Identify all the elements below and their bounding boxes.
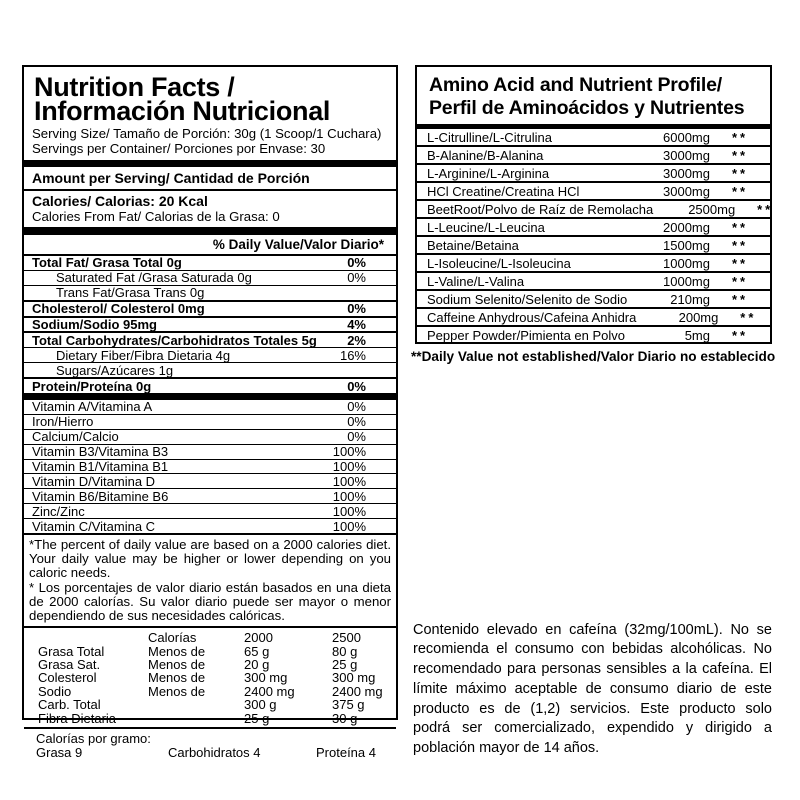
- amino-row-b-alanine: [417, 145, 770, 163]
- nutrient-label: Saturated Fat /Grasa Saturada 0g: [56, 270, 252, 286]
- reference-table-header-row: [38, 631, 396, 644]
- calories-per-gram-fat: Grasa 9: [36, 744, 83, 760]
- vitamin-daily-value: 0%: [347, 399, 366, 415]
- vitamin-row-zinc: [24, 503, 396, 518]
- nutrient-daily-value: 0%: [347, 378, 366, 394]
- amino-label: HCl Creatine/Creatina HCl: [427, 183, 580, 199]
- reference-cell: 300 mg: [332, 670, 376, 686]
- serving-size: Serving Size/ Tamaño de Porción: 30g (1 Scoop/1 Cuchara): [32, 126, 382, 141]
- serving-info: [24, 126, 396, 160]
- amino-amount: 1000mg: [663, 255, 710, 271]
- amino-profile-title: [417, 67, 770, 129]
- nutrition-facts-title: [24, 67, 396, 126]
- vitamin-label: Iron/Hierro: [32, 414, 94, 430]
- nutrient-daily-value: 0%: [347, 270, 366, 286]
- amino-profile-title-en: Amino Acid and Nutrient Profile/: [429, 74, 722, 96]
- amino-label: Sodium Selenito/Selenito de Sodio: [427, 291, 628, 307]
- amino-dv-asterisks: **: [740, 309, 757, 325]
- reference-cell: Grasa Total: [38, 643, 105, 659]
- amino-label: BeetRoot/Polvo de Raíz de Remolacha: [427, 201, 654, 217]
- reference-cell: 25 g: [332, 657, 358, 673]
- nutrient-daily-value: 0%: [347, 301, 366, 317]
- reference-cell: 2400 mg: [332, 683, 383, 699]
- nutrient-label: Trans Fat/Grasa Trans 0g: [56, 285, 205, 301]
- amino-dv-asterisks: **: [731, 183, 749, 199]
- daily-value-footnote-en: *The percent of daily value are based on a 2000 calories diet. Your daily value may be higher or lower depending on you caloric needs.: [29, 537, 391, 581]
- vitamin-label: Vitamin B3/Vitamina B3: [32, 444, 169, 460]
- amino-amount: 5mg: [684, 327, 710, 343]
- vitamin-label: Vitamin C/Vitamina C: [32, 518, 156, 534]
- vitamin-label: Vitamin B6/Bitamine B6: [32, 488, 169, 504]
- reference-cell: 2500: [332, 630, 361, 646]
- reference-cell: 65 g: [244, 643, 270, 659]
- reference-cell: 30 g: [332, 710, 358, 726]
- amino-row-l-arginine: [417, 163, 770, 181]
- nutrient-daily-value: 0%: [347, 255, 366, 271]
- amino-dv-asterisks: **: [731, 165, 749, 181]
- reference-cell: Fibra Dietaria: [38, 710, 117, 726]
- calories-line: Calories/ Calorias: 20 Kcal: [32, 193, 208, 209]
- vitamin-label: Vitamin A/Vitamina A: [32, 399, 153, 415]
- amino-row-l-isoleucine: [417, 253, 770, 271]
- amino-amount: 1500mg: [663, 237, 710, 253]
- reference-table-row: [38, 671, 396, 684]
- amino-amount: 3000mg: [663, 165, 710, 181]
- amino-label: L-Isoleucine/L-Isoleucina: [427, 255, 571, 271]
- reference-cell: 300 g: [244, 697, 277, 713]
- calories-per-gram-values: [36, 746, 396, 760]
- vitamin-daily-value: 0%: [347, 429, 366, 445]
- daily-reference-table: [24, 626, 396, 727]
- vitamin-label: Zinc/Zinc: [32, 503, 85, 519]
- reference-table-row: [38, 685, 396, 698]
- vitamin-label: Calcium/Calcio: [32, 429, 119, 445]
- vitamin-row-vitamin-b6: [24, 488, 396, 503]
- amino-amount: 2500mg: [688, 201, 736, 217]
- amino-label: Betaine/Betaina: [427, 237, 519, 253]
- calories-per-gram-carbs: Carbohidratos 4: [168, 744, 261, 760]
- nutrition-facts-panel: [22, 65, 398, 760]
- calories-per-gram-protein: Proteína 4: [316, 744, 376, 760]
- nutrient-daily-value: 4%: [347, 317, 366, 333]
- reference-cell: Sodio: [38, 683, 72, 699]
- amino-dv-asterisks: **: [731, 147, 749, 163]
- vitamin-row-vitamin-b3: [24, 444, 396, 459]
- amino-label: Caffeine Anhydrous/Cafeina Anhidra: [427, 309, 637, 325]
- reference-table-row: [38, 658, 396, 671]
- servings-per-container: Servings per Container/ Porciones por Envase: 30: [32, 140, 326, 156]
- amino-rows: [417, 129, 774, 343]
- nutrition-facts-title-es: Información Nutricional: [34, 96, 331, 126]
- reference-cell: [38, 631, 148, 644]
- reference-cell: Menos de: [148, 657, 206, 673]
- nutrient-label: Sugars/Azúcares 1g: [56, 362, 174, 378]
- nutrient-row-saturated-fat: [24, 270, 396, 285]
- nutrient-row-dietary-fiber: [24, 347, 396, 362]
- reference-cell: Calorías: [148, 630, 197, 646]
- nutrient-daily-value: 16%: [339, 347, 366, 363]
- vitamin-daily-value: 100%: [332, 518, 366, 534]
- reference-table-row: [38, 645, 396, 658]
- reference-table-row: [38, 712, 396, 725]
- amino-dv-asterisks: **: [731, 291, 749, 307]
- amino-row-caffeine-anhydrous: [417, 307, 770, 325]
- amino-label: L-Leucine/L-Leucina: [427, 219, 545, 235]
- nutrient-row-total-carbohydrates: [24, 331, 396, 347]
- amount-per-serving: Amount per Serving/ Cantidad de Porción: [24, 167, 396, 191]
- reference-cell: [148, 712, 244, 725]
- nutrient-row-protein: [24, 377, 396, 393]
- calories-per-gram-title: Calorías por gramo:: [36, 731, 151, 747]
- nutrient-label: Protein/Proteína 0g: [32, 378, 152, 394]
- reference-cell: 2400 mg: [244, 683, 295, 699]
- amino-label: B-Alanine/B-Alanina: [427, 147, 544, 163]
- amino-dv-asterisks: **: [757, 201, 774, 217]
- amino-label: L-Citrulline/L-Citrulina: [427, 129, 552, 145]
- vitamin-row-vitamin-a: [24, 400, 396, 414]
- vitamin-label: Vitamin B1/Vitamina B1: [32, 459, 169, 475]
- vitamin-row-iron: [24, 414, 396, 429]
- amino-amount: 1000mg: [663, 273, 710, 289]
- amino-amount: 3000mg: [663, 183, 710, 199]
- nutrient-row-sugars: [24, 362, 396, 377]
- amino-row-pepper-powder: [417, 325, 770, 343]
- vitamin-row-vitamin-c: [24, 518, 396, 533]
- reference-cell: 80 g: [332, 643, 358, 659]
- nutrient-label: Total Carbohydrates/Carbohidratos Totales 5g: [32, 332, 317, 348]
- reference-cell: Menos de: [148, 670, 206, 686]
- nutrient-row-sodium: [24, 316, 396, 332]
- reference-cell: [148, 698, 244, 711]
- vitamin-rows: [24, 400, 396, 533]
- reference-cell: 300 mg: [244, 670, 288, 686]
- daily-value-not-established-note: **Daily Value not established/Valor Diario no establecido: [411, 349, 776, 364]
- amino-dv-asterisks: **: [731, 273, 749, 289]
- nutrient-row-total-fat: [24, 256, 396, 270]
- amino-label: L-Arginine/L-Arginina: [427, 165, 550, 181]
- reference-cell: 25 g: [244, 710, 270, 726]
- vitamin-row-vitamin-b1: [24, 459, 396, 474]
- daily-value-footnote: [24, 533, 396, 626]
- reference-cell: Carb. Total: [38, 697, 101, 713]
- amino-dv-asterisks: **: [731, 219, 749, 235]
- nutrient-daily-value: 2%: [347, 332, 366, 348]
- vitamin-row-vitamin-d: [24, 473, 396, 488]
- daily-value-footnote-es: * Los porcentajes de valor diario están basados en una dieta de 2000 calorías. Su valor diario puede ser mayor o menor dependiendo de sus necesidades calóricas.: [29, 579, 391, 624]
- thick-divider: [24, 160, 396, 167]
- amino-label: L-Valine/L-Valina: [427, 273, 525, 289]
- calories-per-gram: [24, 727, 396, 761]
- amino-row-l-citrulline: [417, 129, 770, 145]
- amino-dv-asterisks: **: [731, 237, 749, 253]
- amino-dv-asterisks: **: [731, 327, 749, 343]
- amino-row-beetroot: [417, 199, 774, 217]
- reference-cell: Grasa Sat.: [38, 657, 101, 673]
- nutrient-row-cholesterol: [24, 300, 396, 316]
- calories-from-fat-line: Calories From Fat/ Calorias de la Grasa: 0: [32, 209, 280, 224]
- amino-row-l-valine: [417, 271, 770, 289]
- amino-dv-asterisks: **: [731, 129, 749, 145]
- reference-cell: 2000: [244, 630, 273, 646]
- reference-cell: 20 g: [244, 657, 270, 673]
- reference-cell: Colesterol: [38, 670, 97, 686]
- caffeine-warning-paragraph: Contenido elevado en cafeína (32mg/100mL). No se recomienda el consumo con bebidas alcohólicas. No recomendado para personas sensibles a la cafeína. El límite máximo aceptable de consumo diario de este producto es de (1,2) servicios. Este producto solo podrá ser comercializado, expendido y dirigido a población mayor de 14 años.: [413, 621, 772, 757]
- amino-profile-panel: [415, 65, 772, 344]
- nutrition-facts-title-en: Nutrition Facts /: [34, 72, 235, 102]
- reference-cell: Menos de: [148, 683, 206, 699]
- amino-label: Pepper Powder/Pimienta en Polvo: [427, 327, 626, 343]
- vitamin-daily-value: 100%: [332, 473, 366, 489]
- vitamin-row-calcium: [24, 429, 396, 444]
- reference-table-row: [38, 698, 396, 711]
- reference-cell: Menos de: [148, 643, 206, 659]
- reference-cell: 375 g: [332, 697, 365, 713]
- nutrient-label: Dietary Fiber/Fibra Dietaria 4g: [56, 347, 231, 363]
- amino-row-l-leucine: [417, 217, 770, 235]
- amino-amount: 6000mg: [663, 129, 710, 145]
- vitamin-daily-value: 0%: [347, 414, 366, 430]
- amino-amount: 3000mg: [663, 147, 710, 163]
- nutrient-label: Sodium/Sodio 95mg: [32, 317, 157, 333]
- vitamin-daily-value: 100%: [332, 444, 366, 460]
- amino-amount: 2000mg: [663, 219, 710, 235]
- amino-row-hcl-creatine: [417, 181, 770, 199]
- vitamin-label: Vitamin D/Vitamina D: [32, 473, 156, 489]
- nutrient-row-trans-fat: [24, 285, 396, 300]
- nutrient-label: Total Fat/ Grasa Total 0g: [32, 255, 182, 271]
- vitamin-daily-value: 100%: [332, 459, 366, 475]
- amino-profile-title-es: Perfil de Aminoácidos y Nutrientes: [429, 97, 745, 119]
- vitamin-daily-value: 100%: [332, 488, 366, 504]
- amino-row-betaine: [417, 235, 770, 253]
- amino-row-sodium-selenite: [417, 289, 770, 307]
- amino-amount: 210mg: [670, 291, 710, 307]
- nutrient-label: Cholesterol/ Colesterol 0mg: [32, 301, 205, 317]
- amino-dv-asterisks: **: [731, 255, 749, 271]
- vitamin-daily-value: 100%: [332, 503, 366, 519]
- daily-value-header: % Daily Value/Valor Diario*: [24, 235, 396, 256]
- amino-amount: 200mg: [678, 309, 719, 325]
- thick-divider: [24, 227, 396, 235]
- nutrient-rows: [24, 256, 396, 393]
